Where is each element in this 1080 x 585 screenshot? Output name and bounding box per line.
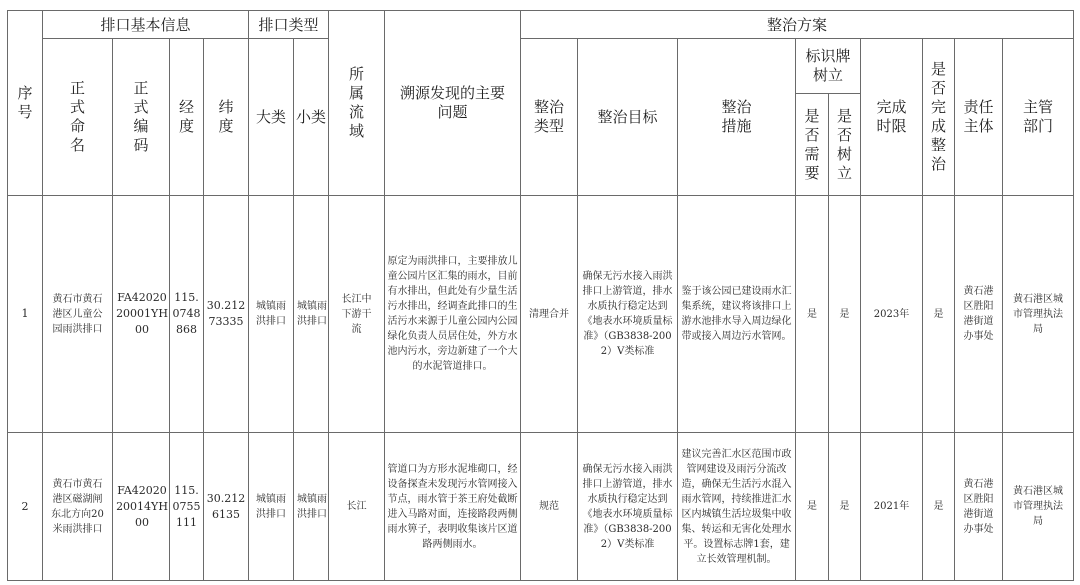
cell-official-name: 黄石市黄石港区儿童公园雨洪排口 bbox=[43, 196, 113, 433]
cell-deadline: 2023年 bbox=[861, 196, 923, 433]
cell-minor-type: 城镇雨洪排口 bbox=[294, 196, 329, 433]
cell-minor-type: 城镇雨洪排口 bbox=[294, 433, 329, 581]
cell-seq: 1 bbox=[8, 196, 43, 433]
header-remediation-goal: 整治目标 bbox=[578, 39, 678, 196]
header-department: 主管部门 bbox=[1003, 39, 1074, 196]
header-sign-needed: 是否需要 bbox=[796, 94, 829, 196]
cell-remediation-goal: 确保无污水接入雨洪排口上游管道，排水水质执行稳定达到《地表水环境质量标准》（GB3838-2002）V类标准 bbox=[578, 196, 678, 433]
cell-sign-needed: 是 bbox=[796, 196, 829, 433]
header-minor-type: 小类 bbox=[294, 39, 329, 196]
cell-responsible: 黄石港区胜阳港街道办事处 bbox=[955, 433, 1003, 581]
cell-remediation-measures: 建议完善汇水区范围市政管网建设及雨污分流改造，确保无生活污水混入雨水管网，持续推进汇水区内城镇生活垃圾集中收集、转运和无害化处理水平。设置标志牌1套，建立长效管理机制。 bbox=[678, 433, 796, 581]
cell-main-problem: 管道口为方形水泥堆砌口，经设备探查未发现污水管网接入节点，雨水管于茶王府处截断进入马路对面，连接路段两侧雨水箅子，表明收集该片区道路两侧雨水。 bbox=[385, 433, 521, 581]
header-group-basic-info: 排口基本信息 bbox=[43, 11, 249, 39]
header-remediation-type: 整治类型 bbox=[521, 39, 578, 196]
cell-official-code: FA4202020001YH00 bbox=[113, 196, 170, 433]
cell-major-type: 城镇雨洪排口 bbox=[249, 196, 294, 433]
cell-latitude: 30.2126135 bbox=[204, 433, 249, 581]
header-basin: 所属流域 bbox=[329, 11, 385, 196]
cell-deadline: 2021年 bbox=[861, 433, 923, 581]
header-major-type: 大类 bbox=[249, 39, 294, 196]
cell-remediation-type: 清理合并 bbox=[521, 196, 578, 433]
cell-sign-erected: 是 bbox=[829, 196, 861, 433]
header-row-groups bbox=[8, 11, 1074, 39]
cell-latitude: 30.21273335 bbox=[204, 196, 249, 433]
table-row bbox=[8, 433, 1074, 581]
header-completed: 是否完成整治 bbox=[923, 39, 955, 196]
header-main-problem: 溯源发现的主要问题 bbox=[385, 11, 521, 196]
cell-remediation-measures: 鉴于该公园已建设雨水汇集系统，建议将该排口上游水池排水导入周边绿化带或接入周边污水管网。 bbox=[678, 196, 796, 433]
cell-sign-needed: 是 bbox=[796, 433, 829, 581]
cell-basin: 长江中下游干流 bbox=[329, 196, 385, 433]
cell-completed: 是 bbox=[923, 433, 955, 581]
cell-major-type: 城镇雨洪排口 bbox=[249, 433, 294, 581]
cell-department: 黄石港区城市管理执法局 bbox=[1003, 196, 1074, 433]
header-row-columns bbox=[8, 39, 1074, 94]
header-official-code: 正式编码 bbox=[113, 39, 170, 196]
header-deadline: 完成时限 bbox=[861, 39, 923, 196]
table-row bbox=[8, 196, 1074, 433]
header-group-outlet-type: 排口类型 bbox=[249, 11, 329, 39]
cell-completed: 是 bbox=[923, 196, 955, 433]
header-longitude: 经度 bbox=[170, 39, 204, 196]
header-latitude: 纬度 bbox=[204, 39, 249, 196]
cell-responsible: 黄石港区胜阳港街道办事处 bbox=[955, 196, 1003, 433]
header-group-remediation-plan: 整治方案 bbox=[521, 11, 1074, 39]
header-sign-erected: 是否树立 bbox=[829, 94, 861, 196]
cell-longitude: 115.0755111 bbox=[170, 433, 204, 581]
cell-basin: 长江 bbox=[329, 433, 385, 581]
cell-remediation-goal: 确保无污水接入雨洪排口上游管道，排水水质执行稳定达到《地表水环境质量标准》（GB3838-2002）V类标准 bbox=[578, 433, 678, 581]
cell-department: 黄石港区城市管理执法局 bbox=[1003, 433, 1074, 581]
header-responsible: 责任主体 bbox=[955, 39, 1003, 196]
cell-seq: 2 bbox=[8, 433, 43, 581]
header-remediation-measures: 整治措施 bbox=[678, 39, 796, 196]
cell-main-problem: 原定为雨洪排口，主要排放儿童公园片区汇集的雨水，目前有水排出，但此处有少量生活污水排出，经调查此排口的生活污水来源于儿童公园内公园绿化负责人员居住处，外方水池内污水，旁边新建了一个大的水泥管道排口。 bbox=[385, 196, 521, 433]
header-seq: 序号 bbox=[8, 11, 43, 196]
cell-remediation-type: 规范 bbox=[521, 433, 578, 581]
header-group-sign-setup: 标识牌树立 bbox=[796, 39, 861, 94]
cell-official-code: FA4202020014YH00 bbox=[113, 433, 170, 581]
cell-longitude: 115.0748868 bbox=[170, 196, 204, 433]
cell-sign-erected: 是 bbox=[829, 433, 861, 581]
outfall-remediation-table bbox=[7, 10, 1074, 581]
header-official-name: 正式命名 bbox=[43, 39, 113, 196]
cell-official-name: 黄石市黄石港区磁湖闸东北方向20米雨洪排口 bbox=[43, 433, 113, 581]
